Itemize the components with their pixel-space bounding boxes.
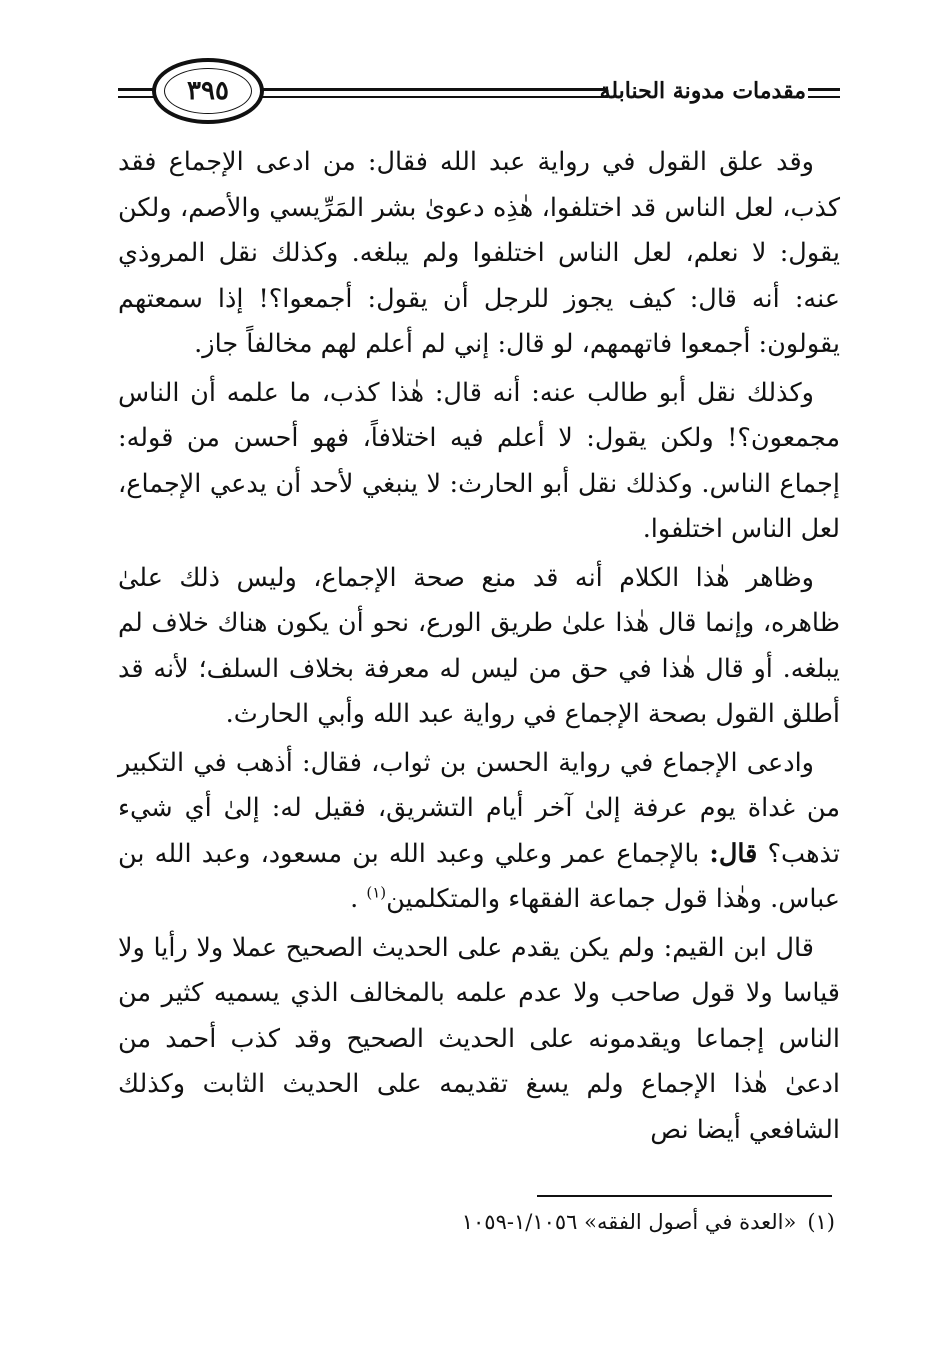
page-header xyxy=(118,58,840,126)
paragraph-with-footnote xyxy=(118,741,840,923)
paragraph-end: . xyxy=(350,884,367,914)
footnote-separator xyxy=(537,1195,832,1197)
paragraph: وقد علق القول في رواية عبد الله فقال: من ادعى الإجماع فقد كذب، لعل الناس قد اختلفوا، هٰذِه دعوىٰ بشر المَرِّيسي والأصم، ولكن يقول: لا نعلم، لعل الناس اختلفوا ولم يبلغه. وكذلك نقل المروذي عنه: أنه قال: كيف يجوز للرجل أن يقول: أجمعوا؟! إذا سمعتهم يقولون: أجمعوا فاتهمهم، لو قال: إني لم أعلم لهم مخالفاً جاز. xyxy=(118,147,840,359)
footnotes xyxy=(300,1205,835,1239)
footnote-item xyxy=(300,1205,835,1239)
header-rule-right-thin xyxy=(808,96,840,98)
paragraph: وظاهر هٰذا الكلام أنه قد منع صحة الإجماع، وليس ذلك علىٰ ظاهره، وإنما قال هٰذا علىٰ طريق الورع، نحو أن يكون هناك خلاف لم يبلغه. أو قال هٰذا في حق من ليس له معرفة بخلاف السلف؛ لأنه قد أطلق القول بصحة الإجماع في رواية عبد الله وأبي الحارث. xyxy=(118,562,840,729)
paragraph-text: بالإجماع عمر وعلي وعبد الله بن مسعود، وعبد الله بن عباس. وهٰذا قول جماعة الفقهاء والمتكلمين xyxy=(118,838,840,914)
running-title: مقدمات مدونة الحنابلة xyxy=(599,78,806,104)
header-rule-middle xyxy=(258,88,608,91)
page-number: ٣٩٥ xyxy=(164,68,252,114)
bold-text: قال: xyxy=(709,838,758,869)
paragraph: وكذلك نقل أبو طالب عنه: أنه قال: هٰذا كذب، ما علمه أن الناس مجمعون؟! ولكن يقول: لا أعلم فيه اختلافاً، فهو أحسن من قوله: إجماع الناس. وكذلك نقل أبو الحارث: لا ينبغي لأحد أن يدعي الإجماع، لعل الناس اختلفوا. xyxy=(118,377,840,544)
header-rule-right xyxy=(808,88,840,91)
main-text xyxy=(118,140,840,1156)
footnote-number: (١) xyxy=(807,1210,835,1234)
header-rule-middle-thin xyxy=(258,96,608,98)
footnote-reference[interactable]: (١) xyxy=(366,883,387,902)
footnote-text: «العدة في أصول الفقه» ١/١٠٥٦-١٠٥٩ xyxy=(461,1210,797,1234)
paragraph: قال ابن القيم: ولم يكن يقدم على الحديث الصحيح عملا ولا رأيا ولا قياسا ولا قول صاحب ولا عدم علمه بالمخالف الذي يسميه كثير من الناس إجماعا ويقدمونه على الحديث الصحيح وقد كذب أحمد من ادعىٰ هٰذا الإجماع ولم يسغ تقديمه على الحديث الثابت وكذلك الشافعي أيضا نص xyxy=(118,932,840,1145)
paragraph-text: وادعى الإجماع في رواية الحسن بن ثواب، فقال: أذهب في التكبير من غداة يوم عرفة إلىٰ آخر أيام التشريق، فقيل له: إلىٰ أي شيء تذهب؟ xyxy=(118,747,840,869)
page-number-badge xyxy=(152,58,264,124)
